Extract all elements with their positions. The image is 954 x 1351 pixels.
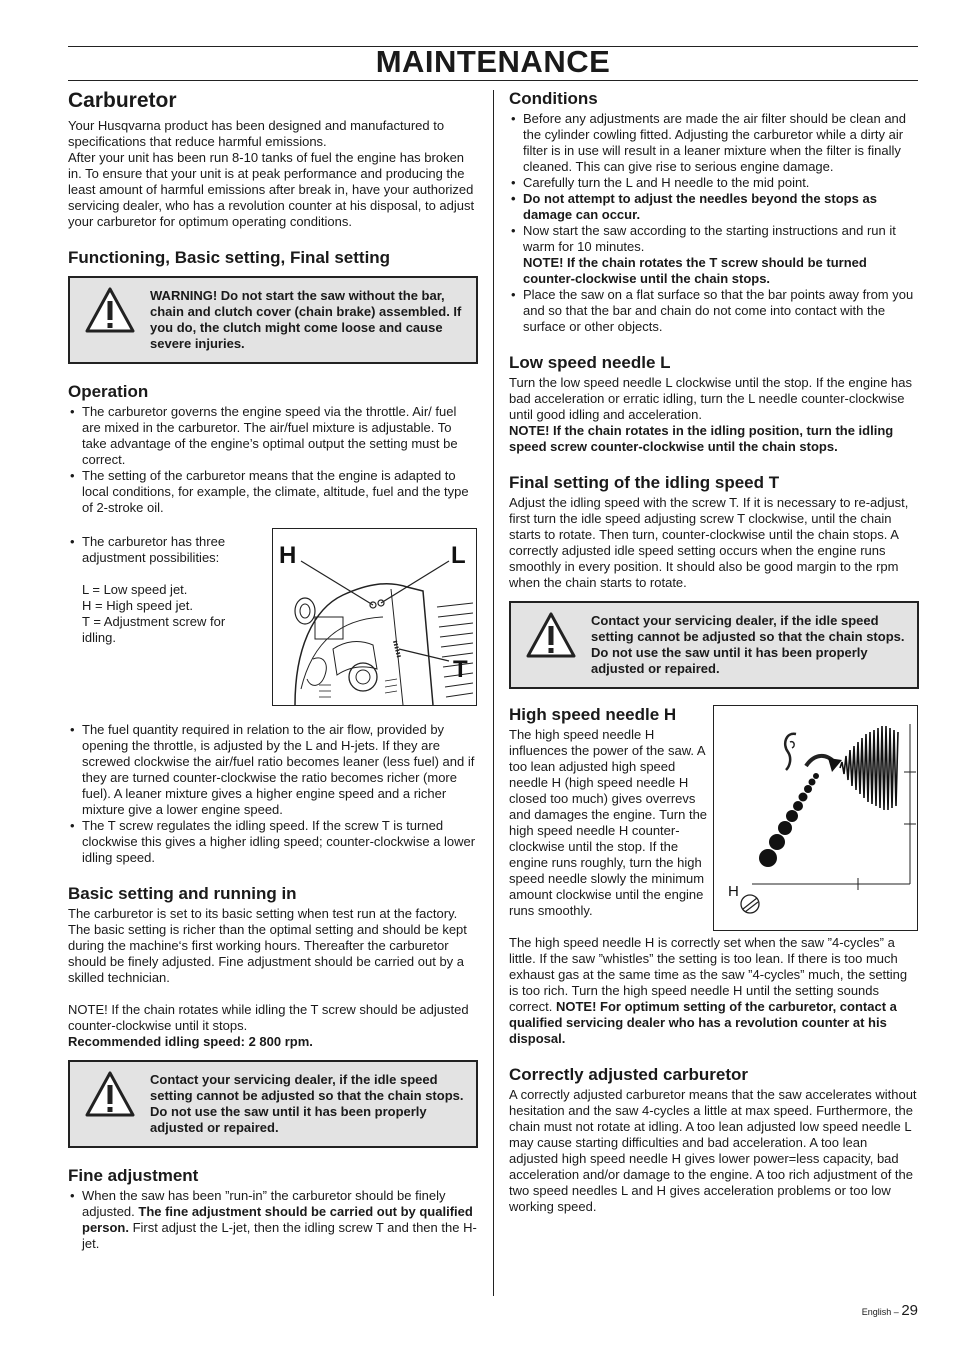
adjustment-list bbox=[68, 528, 253, 646]
basic-setting-note: NOTE! If the chain rotates while idling the T screw should be adjusted counter-clockwise until it stops. bbox=[68, 1002, 469, 1033]
figure-label-t: T bbox=[453, 656, 468, 683]
conditions-list bbox=[509, 111, 919, 335]
figure-label-l: L bbox=[451, 542, 466, 569]
correctly-adjusted-text: A correctly adjusted carburetor means that the saw accelerates without hesitation and the saw 4-cycles a little at max speed. Furthermore, the chain must not rotate at idling. A too lean adjusted low speed needle L may cause starting difficulties and bad acceleration. A too lean adjusted high speed needle H gives lower power=less capacity, bad acceleration and/or damage to the engine. A too rich adjustment of the two speed needles L and H gives acceleration problems or too low working speed. bbox=[509, 1087, 917, 1214]
carburetor-intro-1: Your Husqvarna product has been designed and manufactured to specifications that reduce harmful emissions. bbox=[68, 118, 445, 149]
carburetor-figure bbox=[272, 528, 477, 706]
h-jet-label: H = High speed jet. bbox=[82, 598, 193, 613]
operation-list bbox=[68, 404, 478, 516]
adjustment-figure-section bbox=[68, 528, 478, 722]
page-footer: English – 29 bbox=[861, 1302, 918, 1319]
figure-label-h-needle: H bbox=[728, 883, 739, 900]
operation-bullet-3: • The carburetor has three adjustment possibilities: L = Low speed jet. H = High speed jet. T = Adjustment screw for idling. bbox=[68, 534, 253, 646]
operation-list-continued bbox=[68, 722, 478, 866]
final-setting-heading: Final setting of the idling speed T bbox=[509, 473, 780, 492]
carburetor-intro-2: After your unit has been run 8-10 tanks of fuel the engine has broken in. To ensure that your unit is at peak performance and producing the least amount of harmful emissions after break in, have your authorized servicing dealer, who has a revolution counter at his disposal, to adjust your carburetor for optimum operating conditions. bbox=[68, 150, 475, 229]
operation-bullet-2: • The setting of the carburetor means that the engine is adapted to local conditions, for example, the climate, altitude, fuel and the type of 2-stroke oil. bbox=[68, 468, 478, 516]
conditions-bullet-3: • Do not attempt to adjust the needles beyond the stops as damage can occur. bbox=[509, 191, 919, 223]
warning-triangle-icon bbox=[84, 1070, 136, 1118]
page-title: MAINTENANCE bbox=[375, 44, 611, 79]
column-divider bbox=[493, 90, 494, 1296]
high-speed-text-2: The high speed needle H is correctly set when the saw ”4-cycles” a little. If the saw ”whistles” the setting is too lean. If there is too much exhaust gas at the same time as the saw ”4-cycles” much, the setting is too rich. Turn the high speed needle H until the setting sounds correct. NOTE! For optimum setting of the carburetor, contact a qualified servicing dealer who has a revolution counter at his disposal. bbox=[509, 935, 908, 1046]
t-screw-label: T = Adjustment screw for idling. bbox=[82, 614, 226, 645]
high-speed-section bbox=[509, 705, 919, 945]
left-column bbox=[68, 86, 478, 1252]
conditions-bullet-2: • Carefully turn the L and H needle to the mid point. bbox=[509, 175, 919, 191]
low-speed-note: NOTE! If the chain rotates in the idling position, turn the idling speed screw counter-clockwise until the chain stops. bbox=[509, 423, 894, 454]
conditions-bullet-4: • Now start the saw according to the starting instructions and run it warm for 10 minutes. NOTE! If the chain rotates the T screw should be turned counter-clockwise until the chain stops. bbox=[509, 223, 919, 287]
right-column bbox=[509, 89, 919, 1215]
page-number: 29 bbox=[901, 1302, 918, 1319]
functioning-heading: Functioning, Basic setting, Final setting bbox=[68, 248, 391, 267]
carburetor-drawing-icon bbox=[273, 529, 476, 705]
sound-diagram-icon bbox=[714, 706, 917, 930]
low-speed-text: Turn the low speed needle L clockwise until the stop. If the engine has bad acceleration or erratic idling, turn the L needle counter-clockwise until good idling and acceleration. bbox=[509, 375, 913, 422]
fine-adjustment-heading: Fine adjustment bbox=[68, 1166, 199, 1185]
fine-adjustment-bullet: • When the saw has been ”run-in” the carburetor should be finely adjusted. The fine adjustment should be carried out by qualified person. First adjust the L-jet, then the idling screw T and then the H-jet. bbox=[68, 1188, 478, 1252]
conditions-bullet-5: • Place the saw on a flat surface so that the bar points away from you and so that the bar and chain do not come into contact with the surface or other objects. bbox=[509, 287, 919, 335]
conditions-heading: Conditions bbox=[509, 89, 598, 108]
conditions-bullet-1: • Before any adjustments are made the air filter should be clean and the cylinder cowling fitted. Adjusting the carburetor while a dirty air filter is in use will result in a leaner mixture when the filter is finally cleaned. This can give rise to serious engine damage. bbox=[509, 111, 919, 175]
final-setting-text: Adjust the idling speed with the screw T. If it is necessary to re-adjust, first turn the idle speed adjusting screw T clockwise, until the chain starts to rotate. Then turn, counter-clockwise until the chain stops. A correctly adjusted idle speed setting occurs when the engine runs smoothly in every position. It should also be good margin to the rpm when the chain starts to rotate. bbox=[509, 495, 909, 590]
operation-bullet-5: • The T screw regulates the idling speed. If the screw T is turned clockwise this gives a higher idling speed; counter-clockwise a lower idling speed. bbox=[68, 818, 478, 866]
operation-bullet-1: • The carburetor governs the engine speed via the throttle. Air/ fuel are mixed in the carburetor. The air/fuel mixture is adjustable. To take advantage of the engine’s optimal output the setting must be correct. bbox=[68, 404, 478, 468]
warning-idle-right-text: Contact your servicing dealer, if the idle speed setting cannot be adjusted so that the chain stops. Do not use the saw until it has been properly adjusted or repaired. bbox=[591, 613, 905, 676]
warning-box-start bbox=[68, 276, 478, 364]
recommended-idling-speed: Recommended idling speed: 2 800 rpm. bbox=[68, 1034, 313, 1049]
basic-setting-text: The carburetor is set to its basic setting when test run at the factory. The basic setting is richer than the optimal setting and should be kept during the machine‘s first working hours. Thereafter the carburetor should be finely adjusted. Fine adjustment should be carried out by a skilled technician. bbox=[68, 906, 467, 985]
high-speed-text-1: The high speed needle H influences the power of the saw. A too lean adjusted high speed needle H (high speed needle H closed too much) gives overrevs and damages the engine. Turn the high speed needle H counter-clockwise until the stop. If the engine runs roughly, turn the high speed needle slowly the minimum amount clockwise until the engine runs smoothly. bbox=[509, 727, 708, 918]
operation-bullet-4: • The fuel quantity required in relation to the air flow, provided by opening the throttle, is adjusted by the L and H-jets. If they are screwed clockwise the air/fuel ratio becomes leaner (less fuel) and if they are turned counter-clockwise the ratio becomes richer (more fuel). A leaner mixture gives a higher engine speed and a richer mixture give a lower engine speed. bbox=[68, 722, 478, 818]
basic-setting-heading: Basic setting and running in bbox=[68, 884, 297, 903]
l-jet-label: L = Low speed jet. bbox=[82, 582, 188, 597]
high-speed-heading: High speed needle H bbox=[509, 705, 677, 724]
warning-box-idle-right bbox=[509, 601, 919, 689]
warning-triangle-icon bbox=[84, 286, 136, 334]
figure-label-h: H bbox=[279, 542, 297, 569]
warning-start-text: WARNING! Do not start the saw without the bar, chain and clutch cover (chain brake) assembled. If you do, the clutch might come loose and cause severe injuries. bbox=[150, 288, 462, 351]
low-speed-heading: Low speed needle L bbox=[509, 353, 671, 372]
operation-heading: Operation bbox=[68, 382, 149, 401]
warning-triangle-icon bbox=[525, 611, 577, 659]
fine-adjustment-list bbox=[68, 1188, 478, 1252]
high-speed-figure bbox=[713, 705, 918, 931]
correctly-adjusted-heading: Correctly adjusted carburetor bbox=[509, 1065, 749, 1084]
warning-idle-left-text: Contact your servicing dealer, if the idle speed setting cannot be adjusted so that the chain stops. Do not use the saw until it has been properly adjusted or repaired. bbox=[150, 1072, 464, 1135]
carburetor-heading: Carburetor bbox=[68, 89, 177, 112]
title-underline bbox=[68, 80, 918, 81]
warning-box-idle-left bbox=[68, 1060, 478, 1148]
